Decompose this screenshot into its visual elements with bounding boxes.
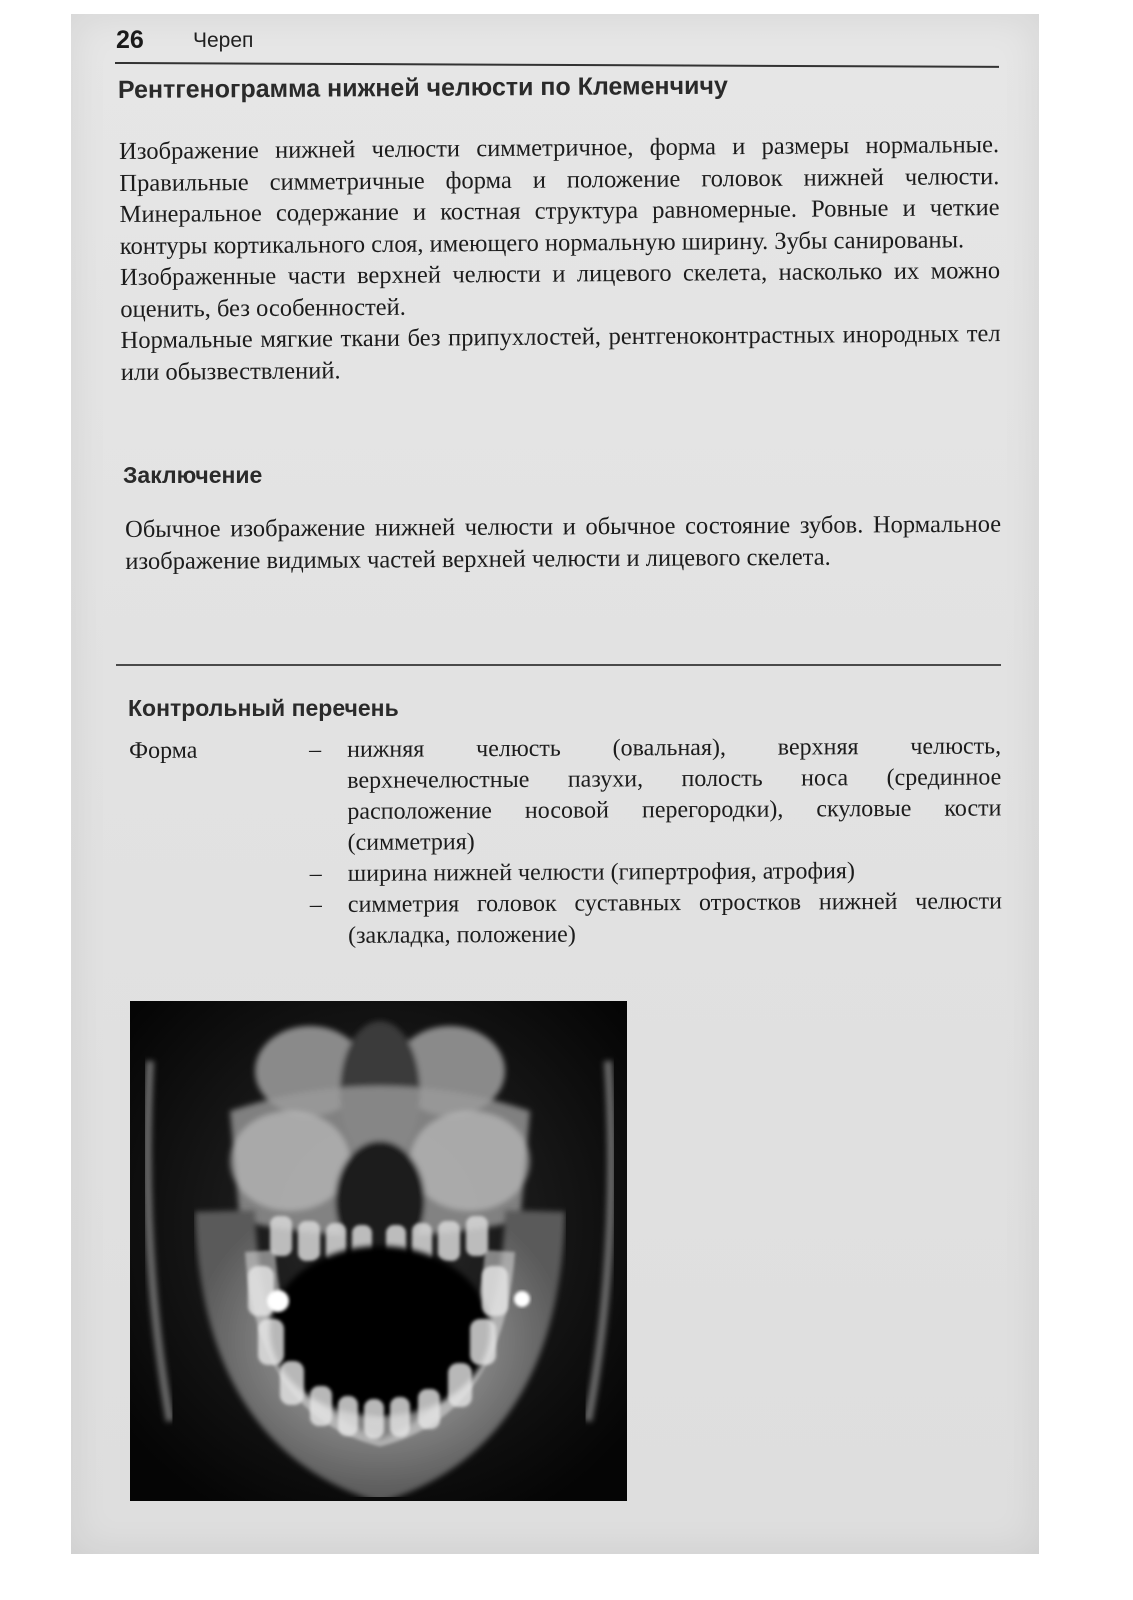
section-divider xyxy=(116,664,1001,666)
checklist-item-text: симметрия головок суставных отростков нижней челюсти (закладка, положение) xyxy=(347,888,1002,949)
description-paragraph: Изображение нижней челюсти симметричное, форма и размеры нормальные. Правильные симметричные форма и положение головок нижней челюсти. Минеральное содержание и костная структура равномерные. Ровные и четкие контуры кортикального слоя, имеющего нормальную ширину. Зубы санированы. xyxy=(119,131,1000,260)
running-header-section: Череп xyxy=(193,29,254,52)
checklist-item-text: ширина нижней челюсти (гипертрофия, атрофия) xyxy=(347,858,855,887)
dash-bullet: – xyxy=(309,860,322,888)
header-divider xyxy=(115,62,999,68)
checklist-item-text: нижняя челюсть (овальная), верхняя челюсть, верхнечелюстные пазухи, полость носа (срединное расположение носовой перегородки), скуловые кости (симметрия) xyxy=(347,733,1002,856)
conclusion-heading: Заключение xyxy=(123,462,263,488)
checklist-item xyxy=(310,855,1002,890)
description-paragraph: Нормальные мягкие ткани без припухлостей, рентгеноконтрастных инородных тел или обызвествлений. xyxy=(120,320,1001,386)
checklist-items xyxy=(309,731,1002,952)
checklist-item xyxy=(309,731,1002,859)
xray-illustration xyxy=(130,1001,627,1501)
page-title: Рентгенограмма нижней челюсти по Клеменчичу xyxy=(117,71,728,104)
checklist xyxy=(129,731,1002,949)
conclusion-paragraph: Обычное изображение нижней челюсти и обычное состояние зубов. Нормальное изображение видимых частей верхней челюсти и лицевого скелета. xyxy=(125,510,1002,575)
dash-bullet: – xyxy=(309,736,322,764)
page-number: 26 xyxy=(116,26,144,54)
mandible-xray-image xyxy=(130,1001,627,1501)
checklist-heading: Контрольный перечень xyxy=(128,695,399,721)
conclusion-text xyxy=(125,509,1001,577)
checklist-item xyxy=(310,886,1002,952)
dash-bullet: – xyxy=(309,891,322,919)
description-paragraph: Изображенные части верхней челюсти и лицевого скелета, насколько их можно оценить, без особенностей. xyxy=(120,257,1001,323)
book-page xyxy=(71,14,1039,1554)
checklist-category-label: Форма xyxy=(129,737,198,764)
description-block xyxy=(119,129,1001,388)
